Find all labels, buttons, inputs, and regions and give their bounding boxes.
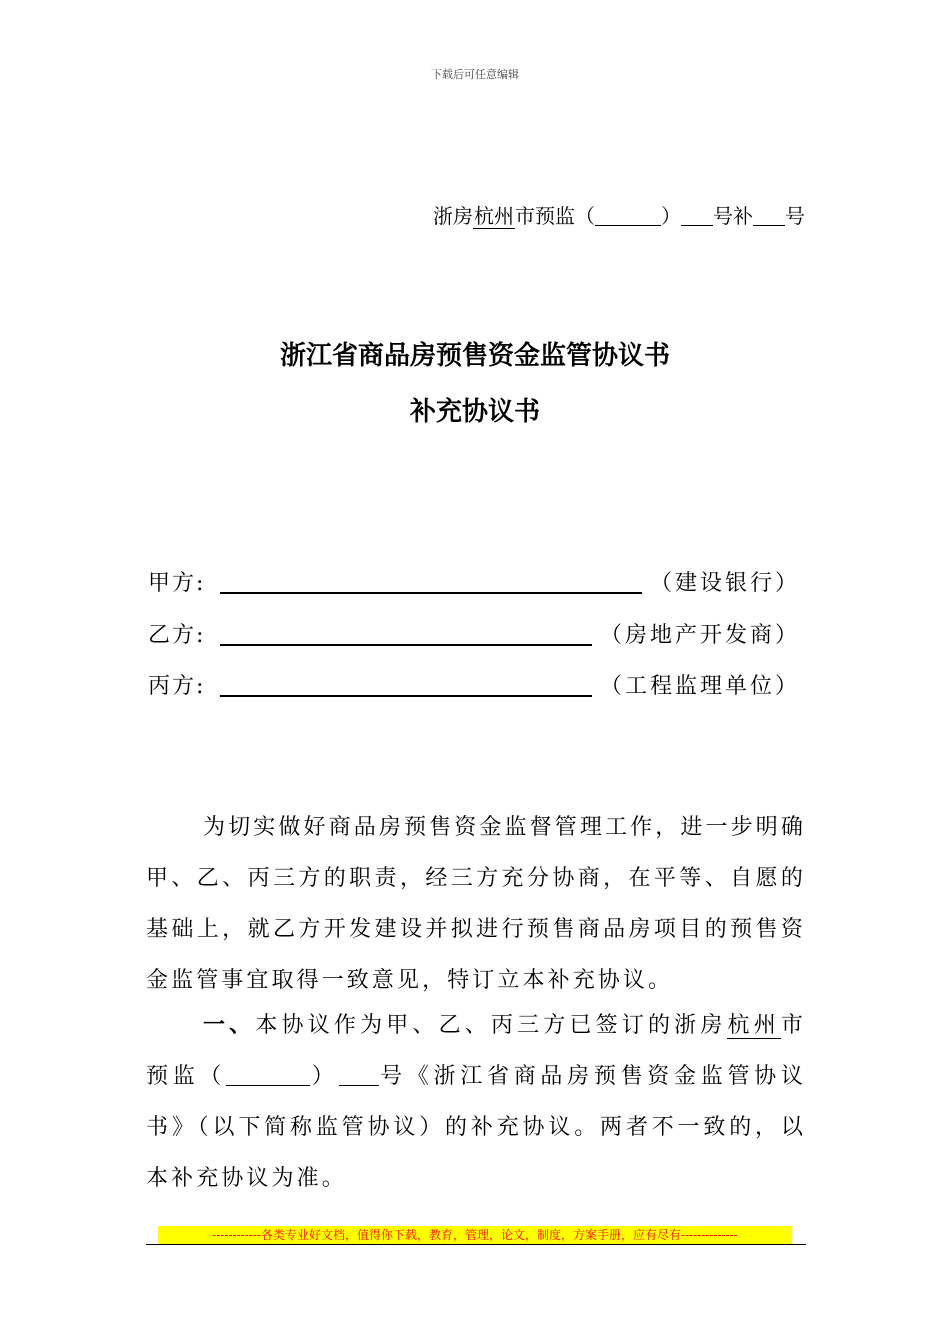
reference-hao: 号 — [785, 204, 805, 228]
reference-mid: 市预监（ — [515, 204, 595, 228]
party-c-role: （工程监理单位） — [600, 674, 801, 699]
clause-1-text-b: 市预监（ — [146, 1013, 806, 1089]
party-c-row — [148, 669, 808, 701]
party-a-role: （建设银行） — [650, 571, 801, 596]
clause-1-year-blank[interactable] — [226, 1065, 310, 1086]
party-a-blank[interactable] — [220, 592, 642, 594]
clause-1-number-blank[interactable] — [339, 1065, 379, 1086]
party-a-row — [148, 566, 808, 598]
reference-year-blank[interactable] — [595, 205, 661, 226]
clause-1 — [146, 1000, 806, 1204]
document-title: 浙江省商品房预售资金监管协议书 — [279, 341, 670, 371]
reference-number-blank[interactable] — [681, 205, 713, 226]
party-a-label: 甲方: — [148, 571, 206, 596]
party-b-blank[interactable] — [220, 644, 592, 646]
reference-supplement-blank[interactable] — [753, 205, 785, 226]
reference-city: 杭州 — [474, 204, 514, 228]
clause-1-text-d: 号《浙江省商品房预售资金监管协议书》（以下简称监管协议）的补充协议。两者不一致的，以本补充协议为准。 — [146, 1064, 806, 1191]
footer-divider — [146, 1244, 806, 1245]
document-subtitle: 补充协议书 — [409, 397, 540, 427]
clause-1-number: 一、 — [203, 1012, 256, 1038]
clause-1-text-a: 本协议作为甲、乙、丙三方已签订的浙房 — [255, 1013, 727, 1038]
reference-hao-bu: 号补 — [713, 204, 753, 228]
header-note: 下载后可任意编辑 — [431, 68, 519, 81]
intro-paragraph: 为切实做好商品房预售资金监督管理工作，进一步明确甲、乙、丙三方的职责，经三方充分协商，在平等、自愿的基础上，就乙方开发建设并拟进行预售商品房项目的预售资金监管事宜取得一致意见，特订立本补充协议。 — [146, 815, 806, 993]
reference-close: ） — [661, 204, 681, 228]
clause-1-text-c: ） — [310, 1064, 339, 1089]
party-c-blank[interactable] — [220, 695, 592, 697]
reference-prefix: 浙房 — [433, 204, 473, 228]
party-c-label: 丙方: — [148, 674, 206, 699]
clause-1-city: 杭州 — [727, 1013, 780, 1038]
footer-banner: ------------各类专业好文档，值得你下载，教育，管理，论文，制度，方案手册，应有尽有-------------- — [158, 1226, 792, 1244]
party-b-role: （房地产开发商） — [600, 623, 801, 648]
party-b-label: 乙方: — [148, 623, 206, 648]
party-b-row — [148, 618, 808, 650]
reference-number — [433, 200, 805, 229]
